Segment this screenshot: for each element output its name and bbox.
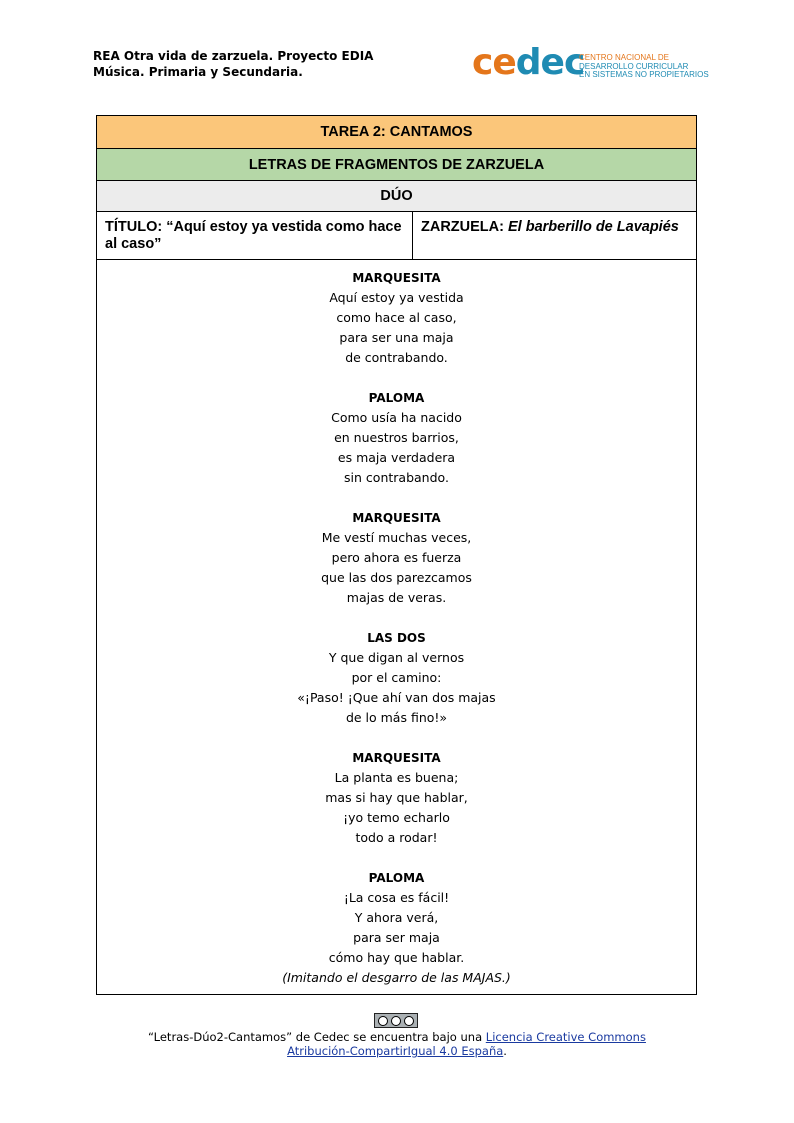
- lyric-line: Me vestí muchas veces,: [321, 530, 472, 545]
- lyric-line: majas de veras.: [346, 590, 447, 605]
- task-title-row: [97, 116, 696, 149]
- lyric-line: todo a rodar!: [355, 830, 438, 845]
- subtitle-row: [97, 149, 696, 181]
- logo-sub-line-3: EN SISTEMAS NO PROPIETARIOS: [579, 70, 709, 79]
- lyric-line: cómo hay que hablar.: [328, 950, 465, 965]
- lyric-line: ¡La cosa es fácil!: [343, 890, 450, 905]
- stanza: [97, 628, 696, 728]
- speaker-name: LAS DOS: [367, 631, 426, 645]
- lyric-line: Y que digan al vernos: [328, 650, 465, 665]
- creative-commons-badge[interactable]: [374, 1013, 418, 1028]
- footer-suffix: .: [503, 1044, 507, 1058]
- lyric-line: para ser una maja: [339, 330, 454, 345]
- lyric-line: pero ahora es fuerza: [331, 550, 462, 565]
- lyric-line: para ser maja: [353, 930, 440, 945]
- lyric-line: de lo más fino!»: [345, 710, 448, 725]
- lyric-line: mas si hay que hablar,: [325, 790, 468, 805]
- lyric-line: es maja verdadera: [337, 450, 456, 465]
- zarzuela-value: El barberillo de Lavapiés: [508, 219, 679, 235]
- speaker-name: PALOMA: [368, 391, 425, 405]
- lyric-line: por el camino:: [351, 670, 442, 685]
- lyric-line: sin contrabando.: [344, 470, 449, 485]
- stanza: [97, 868, 696, 988]
- lyric-line: de contrabando.: [345, 350, 448, 365]
- logo-word-part-1: ce: [472, 42, 516, 83]
- title-cell: [97, 212, 413, 259]
- logo-sub-line-1: CENTRO NACIONAL DE: [579, 53, 669, 62]
- license-footer: [120, 1030, 674, 1058]
- logo-subtitle: [579, 54, 709, 80]
- logo-wordmark: [472, 42, 584, 83]
- sa-icon: [404, 1016, 414, 1026]
- lyric-line: «¡Paso! ¡Que ahí van dos majas: [297, 690, 496, 705]
- stanza: [97, 508, 696, 608]
- title-value: “Aquí estoy ya vestida como hace al caso”: [105, 219, 402, 252]
- lyric-line: ¡yo temo echarlo: [343, 810, 450, 825]
- info-row: [97, 212, 696, 260]
- cedec-logo: [472, 42, 712, 84]
- zarzuela-label: ZARZUELA:: [421, 219, 504, 235]
- table-subtitle: LETRAS DE FRAGMENTOS DE ZARZUELA: [248, 156, 545, 173]
- by-icon: [391, 1016, 401, 1026]
- speaker-name: MARQUESITA: [352, 511, 441, 525]
- logo-sub-line-2: DESARROLLO CURRICULAR: [579, 61, 689, 71]
- header-line-1: REA Otra vida de zarzuela. Proyecto EDIA: [93, 49, 374, 63]
- lyric-line: que las dos parezcamos: [321, 570, 472, 585]
- lyric-line: como hace al caso,: [336, 310, 457, 325]
- lyric-line: Aquí estoy ya vestida: [329, 290, 464, 305]
- header-line-2: Música. Primaria y Secundaria.: [93, 65, 303, 79]
- stage-direction: (Imitando el desgarro de las MAJAS.): [282, 970, 511, 985]
- license-link[interactable]: Licencia Creative Commons Atribución-CompartirIgual 4.0 España: [287, 1030, 646, 1058]
- lyric-line: Como usía ha nacido: [331, 410, 462, 425]
- stanza: [97, 268, 696, 368]
- footer-text: “Letras-Dúo2-Cantamos” de Cedec se encuentra bajo una: [148, 1030, 486, 1044]
- lyrics-table: [96, 115, 697, 995]
- task-title: TAREA 2: CANTAMOS: [320, 124, 473, 140]
- speaker-name: MARQUESITA: [352, 751, 441, 765]
- type-row: [97, 181, 696, 212]
- stanza: [97, 748, 696, 848]
- lyric-line: La planta es buena;: [334, 770, 459, 785]
- speaker-name: MARQUESITA: [352, 271, 441, 285]
- title-label: TÍTULO:: [105, 219, 163, 235]
- logo-word-part-2: dec: [515, 42, 585, 83]
- speaker-name: PALOMA: [368, 871, 425, 885]
- lyric-line: Y ahora verá,: [354, 910, 439, 925]
- piece-type: DÚO: [380, 188, 413, 204]
- stanza: [97, 388, 696, 488]
- cc-icon: [378, 1016, 388, 1026]
- lyrics-body: [97, 268, 696, 988]
- lyric-line: en nuestros barrios,: [334, 430, 459, 445]
- document-header: [93, 48, 373, 80]
- zarzuela-cell: [413, 212, 685, 236]
